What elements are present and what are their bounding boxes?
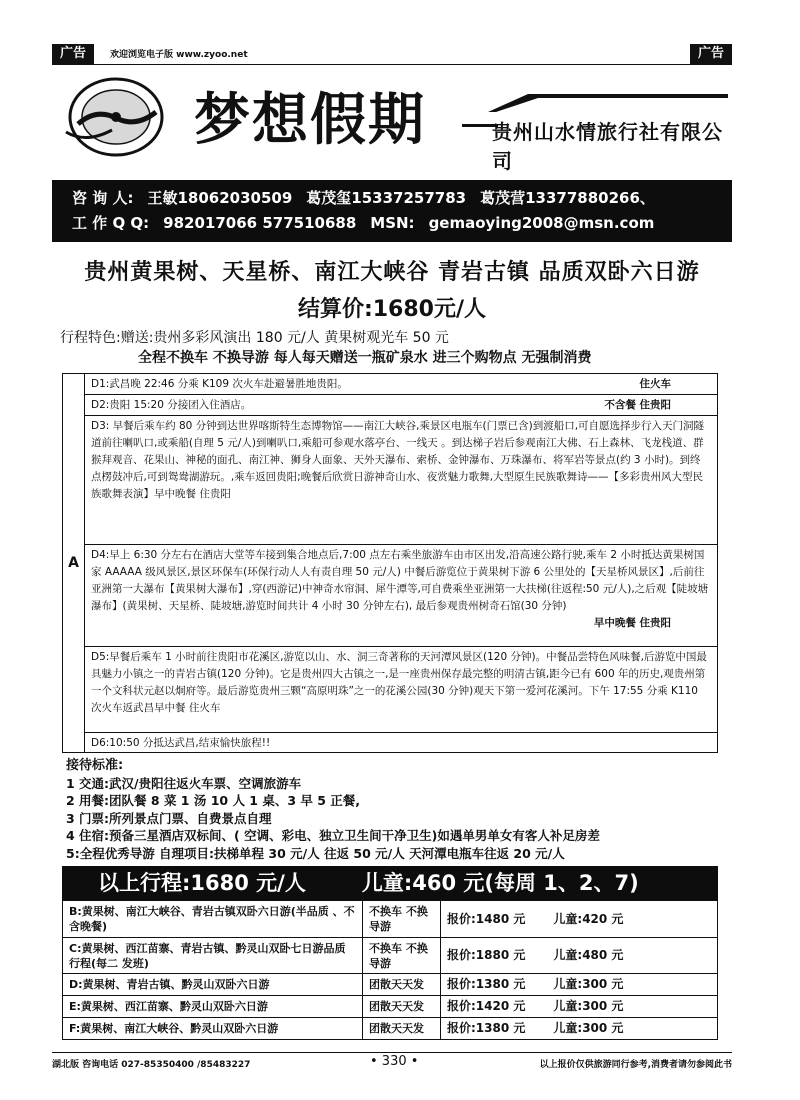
contact-person-2: 葛茂玺15337257783: [306, 189, 467, 207]
standard-item: 5:全程优秀导游 自理项目:扶梯单程 30 元/人 往返 50 元/人 天河潭电瓶车往返 20 元/人: [66, 845, 565, 861]
contact-row-online: [72, 211, 712, 236]
msn-address[interactable]: gemaoying2008@msn.com: [428, 214, 655, 232]
itinerary-day-5: [85, 647, 717, 733]
tour-child-price: 儿童:420 元: [553, 911, 624, 926]
feature-line-1: 行程特色:赠送:贵州多彩风演出 180 元/人 黄果树观光车 50 元: [60, 330, 449, 346]
tour-price-cell: [441, 996, 718, 1018]
tour-name: C:黄果树、西江苗寨、青岩古镇、黔灵山双卧七日游品质行程(每二 发班): [63, 938, 363, 974]
tour-child-price: 儿童:480 元: [553, 948, 624, 962]
tour-price-cell: [441, 938, 718, 974]
itinerary-day-1: [85, 374, 717, 395]
tour-feature: 不换车 不换导游: [363, 901, 441, 938]
company-name: 贵州山水情旅行社有限公司: [492, 120, 723, 173]
decorative-stripes: [488, 94, 728, 112]
tour-name: E:黄果树、西江苗寨、黔灵山双卧六日游: [63, 996, 363, 1018]
tour-name: B:黄果树、南江大峡谷、青岩古镇双卧六日游(半品质 、不含晚餐): [63, 901, 363, 938]
tour-child-price: 儿童:300 元: [553, 999, 624, 1013]
tour-feature: 不换车 不换导游: [363, 938, 441, 974]
top-rule: [52, 64, 732, 65]
other-tours-table: [62, 900, 718, 1040]
page-footer: [52, 1052, 732, 1070]
tour-child-price: 儿童:300 元: [553, 1021, 624, 1035]
standard-item: 3 门票:所列景点门票、自费景点自理: [66, 810, 272, 826]
footer-disclaimer: 以上报价仅供旅游同行参考,消费者请勿参阅此书: [539, 1060, 732, 1070]
day-meal: 早中晚餐 住贵阳: [593, 617, 671, 629]
day-text: D5:早餐后乘车 1 小时前往贵阳市花溪区,游览以山、水、洞三奇著称的天河潭风景区(120 分钟)。中餐品尝特色风味餐,后游览中国最具魅力小镇之一的青岩古镇(120 分钟)。它是贵州四大古镇之一,是一座贵州保存最完整的明清古镇,距今已有 600 年的历史,观贵州第一个文科状元赵以炯府等。最后游览贵州三颗“高原明珠”之一的花溪公园(30 分钟)观天下第一爱河花溪河。下午 17:55 分乘 K110 次火车返武昌早中餐 住火车: [91, 651, 707, 714]
day-text: D3: 早餐后乘车约 80 分钟到达世界喀斯特生态博物馆——南江大峡谷,乘景区电瓶车(门票已含)到渡船口,可自愿选择步行入天门洞隧道前往喇叭口,或乘船(自理 5 元/人)到喇叭口,乘船可参观水落亭台、一线天 。到达梯子岩后参观南江大佛、石上森林、飞龙栈道、群猴拜观音、花果山、神秘的面孔、南江神、狮身人面象、天外天瀑布、索桥、金钟瀑布、万珠瀑布、将军岩等景点(约 3 小时)。到终点楞鼓冲后,可到鸳鸯湖游玩。,乘车返回贵阳;晚餐后欣赏日游神奇山水、夜赏魅力歌舞,大型原生民族歌舞诗——【多彩贵州风大型民族歌舞表演】早中晚餐 住贵阳: [91, 420, 705, 500]
day-text: D6:10:50 分抵达武昌,结束愉快旅程!!: [91, 737, 271, 749]
tour-price: 报价:1480 元: [447, 911, 526, 926]
contact-block: [52, 180, 732, 242]
itinerary-day-6: [85, 733, 717, 754]
contact-row-persons: [72, 186, 712, 211]
day-text: D4:早上 6:30 分左右在酒店大堂等车接到集合地点后,7:00 点左右乘坐旅游车由市区出发,沿高速公路行驶,乘车 2 小时抵达黄果树国家 AAAAA 级风景区,景区环保车(环保行动人人有责自理 50 元/人) 中餐后游览位于黄果树下游 6 公里处的【天星桥风景区】,后前往亚洲第一大瀑布【黄果树大瀑布】,穿(西游记)中神奇水帘洞、犀牛潭等,可自费乘坐亚洲第一大扶梯(往返程:50 元/人),之后观【陡坡塘瀑布】(黄果树、天星桥、陡坡塘,游览时间共计 4 小时 30 分钟左右), 最后参观贵州树奇石馆(30 分钟): [91, 549, 709, 612]
footer-edition-phone: 湖北版 咨询电话 027-85350400 /85483227: [52, 1060, 251, 1070]
price-bar: [62, 866, 718, 900]
standard-item: 1 交通:武汉/贵阳往返火车票、空调旅游车: [66, 775, 302, 791]
day-meal: 不含餐 住贵阳: [604, 399, 671, 411]
standards-title: 接待标准:: [66, 758, 124, 773]
table-row: [63, 901, 718, 938]
qq-label: 工 作 Q Q:: [72, 214, 150, 232]
tour-price-cell: [441, 901, 718, 938]
itinerary-day-2: [85, 395, 717, 416]
tour-price: 报价:1380 元: [447, 977, 526, 991]
tour-price: 报价:1380 元: [447, 1021, 526, 1035]
ad-tag-right: 广告: [690, 44, 732, 64]
table-row: [63, 974, 718, 996]
contact-person-1: 王敏18062030509: [147, 189, 293, 207]
tour-price: 报价:1880 元: [447, 948, 526, 962]
tour-name: D:黄果树、青岩古镇、黔灵山双卧六日游: [63, 974, 363, 996]
service-standards: [66, 757, 600, 862]
dream-holiday-logo-icon: [56, 72, 176, 162]
tour-price-cell: [441, 1018, 718, 1040]
tour-feature: 团散天天发: [363, 974, 441, 996]
tour-price: 报价:1420 元: [447, 999, 526, 1013]
standard-item: 4 住宿:预备三星酒店双标间、( 空调、彩电、独立卫生间干净卫生)如遇单男单女有客人补足房差: [66, 828, 600, 843]
day-text: D2:贵阳 15:20 分接团入住酒店。: [91, 399, 252, 411]
tour-name: F:黄果树、南江大峡谷、黔灵山双卧六日游: [63, 1018, 363, 1040]
settlement-price: 结算价:1680元/人: [297, 297, 487, 322]
table-row: [63, 996, 718, 1018]
top-bar: [52, 44, 732, 64]
tour-features: [60, 328, 592, 368]
tour-feature: 团散天天发: [363, 996, 441, 1018]
contact-person-3: 葛茂营13377880266、: [480, 189, 655, 207]
site-url[interactable]: 欢迎浏览电子版 www.zyoo.net: [110, 50, 248, 60]
tour-title: 贵州黄果树、天星桥、南江大峡谷 青岩古镇 品质双卧六日游: [84, 260, 700, 285]
day-meal: 住火车: [639, 378, 671, 390]
tour-child-price: 儿童:300 元: [553, 977, 624, 991]
table-row: [63, 1018, 718, 1040]
day-text: D1:武昌晚 22:46 分乘 K109 次火车赴避暑胜地贵阳。: [91, 378, 348, 390]
child-price: 儿童:460 元(每周 1、2、7): [361, 871, 639, 895]
feature-line-2: 全程不换车 不换导游 每人每天赠送一瓶矿泉水 进三个购物点 无强制消费: [138, 350, 592, 366]
brand-title: 梦想假期: [194, 87, 426, 153]
itinerary-day-3: [85, 416, 717, 545]
adult-price: 以上行程:1680 元/人: [98, 871, 306, 895]
header: [52, 66, 732, 174]
tour-price-cell: [441, 974, 718, 996]
standard-item: 2 用餐:团队餐 8 菜 1 汤 10 人 1 桌、3 早 5 正餐,: [66, 793, 361, 808]
itinerary-day-4: [85, 545, 717, 647]
tour-feature: 团散天天发: [363, 1018, 441, 1040]
itinerary-table: [62, 373, 718, 753]
msn-label: MSN:: [370, 214, 415, 232]
contact-label: 咨 询 人:: [72, 189, 134, 207]
qq-numbers: 982017066 577510688: [163, 214, 357, 232]
itinerary-group-label: A: [63, 374, 85, 752]
ad-tag-left: 广告: [52, 44, 94, 64]
page-number: • 330 •: [370, 1054, 419, 1069]
table-row: [63, 938, 718, 974]
